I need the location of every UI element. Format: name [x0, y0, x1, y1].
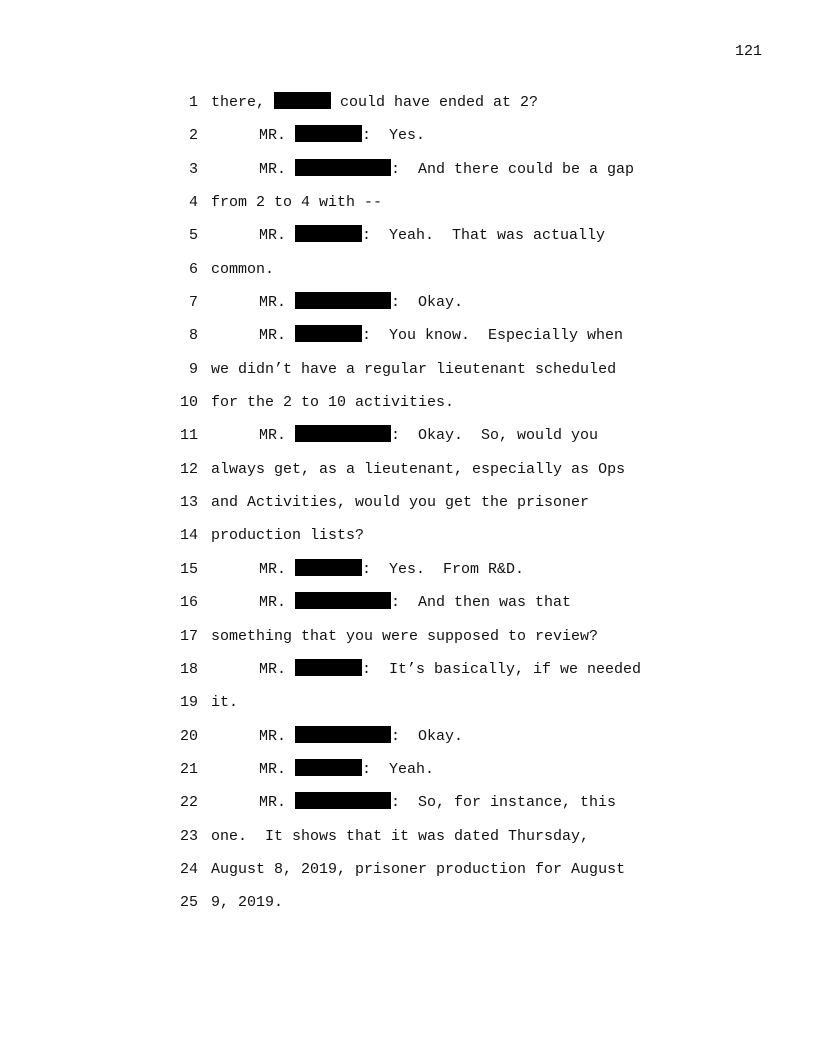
line-text — [211, 492, 589, 514]
transcript-line — [0, 459, 816, 492]
redaction-block — [295, 425, 391, 442]
transcript-line — [0, 559, 816, 592]
line-text — [211, 392, 454, 414]
line-text-segment: and Activities, would you get the prisoner — [211, 494, 590, 512]
line-number: 2 — [188, 127, 198, 145]
line-text — [259, 159, 634, 181]
line-number: 10 — [179, 394, 198, 412]
line-number: 3 — [188, 160, 198, 178]
line-number: 5 — [188, 227, 198, 245]
line-number: 16 — [179, 594, 198, 612]
line-number: 20 — [179, 727, 198, 745]
line-text-segment: it. — [211, 694, 239, 712]
line-text — [259, 792, 616, 814]
line-text-segment: there, — [211, 94, 275, 111]
line-text — [259, 325, 623, 347]
line-number: 14 — [179, 527, 198, 545]
redaction-block — [295, 325, 362, 342]
line-text-segment: MR. — [259, 294, 296, 312]
line-number: 22 — [179, 794, 198, 812]
line-text — [259, 759, 434, 781]
transcript-line — [0, 425, 816, 458]
line-text-segment: August 8, 2019, prisoner production for August — [211, 860, 626, 878]
line-text-segment: : And then was that — [391, 594, 572, 612]
line-text-segment: : So, for instance, this — [391, 794, 617, 812]
line-number: 21 — [179, 760, 198, 778]
redaction-block — [295, 559, 362, 576]
transcript-line — [0, 626, 816, 659]
line-text — [259, 726, 463, 748]
line-text — [259, 559, 524, 581]
redaction-block — [295, 726, 391, 743]
line-text — [211, 459, 625, 481]
line-number: 12 — [179, 460, 198, 478]
line-text-segment: always get, as a lieutenant, especially as Ops — [211, 460, 626, 478]
redaction-block — [295, 592, 391, 609]
line-number: 9 — [188, 360, 198, 378]
redaction-block — [295, 125, 362, 142]
line-text-segment: : You know. Especially when — [362, 327, 624, 345]
line-text-segment: MR. — [259, 327, 296, 345]
transcript-line — [0, 692, 816, 725]
transcript-line — [0, 125, 816, 158]
redaction-block — [295, 225, 362, 242]
line-text-segment: for the 2 to 10 activities. — [211, 394, 455, 412]
transcript-line — [0, 726, 816, 759]
line-number: 6 — [188, 260, 198, 278]
line-text-segment: : Okay. — [391, 727, 464, 745]
line-number: 15 — [179, 560, 198, 578]
line-text — [211, 259, 274, 281]
transcript-line — [0, 659, 816, 692]
line-text-segment: : Yeah. That was actually — [362, 227, 606, 245]
transcript-line — [0, 892, 816, 925]
line-number: 4 — [188, 194, 198, 212]
line-number: 19 — [179, 694, 198, 712]
line-text — [259, 659, 641, 681]
line-number: 1 — [188, 94, 198, 111]
line-number: 23 — [179, 827, 198, 845]
line-text-segment: one. It shows that it was dated Thursday, — [211, 827, 590, 845]
line-text — [211, 859, 625, 881]
line-text-segment: : Yes. From R&D. — [362, 560, 525, 578]
line-text-segment: : And there could be a gap — [391, 160, 635, 178]
line-text — [259, 292, 463, 314]
transcript-line — [0, 225, 816, 258]
page-number: 121 — [734, 43, 762, 60]
line-text-segment: could have ended at 2? — [331, 94, 539, 111]
redaction-block — [295, 792, 391, 809]
line-text-segment: 9, 2019. — [211, 894, 284, 912]
line-text — [211, 826, 589, 848]
line-text — [211, 92, 538, 114]
transcript-line — [0, 392, 816, 425]
line-text-segment: MR. — [259, 727, 296, 745]
redaction-block — [295, 659, 362, 676]
line-number: 8 — [188, 327, 198, 345]
transcript-line — [0, 826, 816, 859]
redaction-block — [295, 292, 391, 309]
transcript-line — [0, 859, 816, 892]
line-text — [211, 525, 364, 547]
transcript-line — [0, 259, 816, 292]
line-number: 11 — [179, 427, 198, 445]
redaction-block — [274, 92, 331, 109]
line-text-segment: MR. — [259, 427, 296, 445]
line-text-segment: MR. — [259, 227, 296, 245]
transcript-line — [0, 359, 816, 392]
line-text — [259, 592, 571, 614]
line-text — [211, 892, 283, 914]
redaction-block — [295, 759, 362, 776]
line-number: 24 — [179, 860, 198, 878]
line-text-segment: : Yeah. — [362, 760, 435, 778]
line-text-segment: production lists? — [211, 527, 365, 545]
line-text-segment: MR. — [259, 560, 296, 578]
line-text-segment: MR. — [259, 660, 296, 678]
line-text-segment: something that you were supposed to review? — [211, 627, 599, 645]
line-text — [259, 425, 598, 447]
line-text-segment: MR. — [259, 794, 296, 812]
transcript-line — [0, 325, 816, 358]
line-number: 18 — [179, 660, 198, 678]
line-text-segment: : It’s basically, if we needed — [362, 660, 642, 678]
transcript-line — [0, 792, 816, 825]
line-text — [211, 192, 382, 214]
line-text-segment: MR. — [259, 760, 296, 778]
line-text-segment: MR. — [259, 160, 296, 178]
line-text-segment: from 2 to 4 with -- — [211, 194, 383, 212]
line-text-segment: : Okay. — [391, 294, 464, 312]
line-text — [211, 692, 238, 714]
transcript-line — [0, 292, 816, 325]
line-text — [211, 626, 598, 648]
line-text-segment: MR. — [259, 594, 296, 612]
line-text — [259, 225, 605, 247]
transcript-body — [0, 92, 816, 926]
line-number: 13 — [179, 494, 198, 512]
line-text-segment: : Okay. So, would you — [391, 427, 599, 445]
transcript-line — [0, 92, 816, 125]
transcript-line — [0, 159, 816, 192]
transcript-line — [0, 759, 816, 792]
line-text-segment: : Yes. — [362, 127, 426, 145]
redaction-block — [295, 159, 391, 176]
line-number: 25 — [179, 894, 198, 912]
line-number: 7 — [188, 294, 198, 312]
line-text-segment: common. — [211, 260, 275, 278]
line-text — [211, 359, 616, 381]
transcript-line — [0, 592, 816, 625]
transcript-line — [0, 192, 816, 225]
line-text — [259, 125, 425, 147]
transcript-line — [0, 525, 816, 558]
line-text-segment: we didn’t have a regular lieutenant scheduled — [211, 360, 617, 378]
line-number: 17 — [179, 627, 198, 645]
line-text-segment: MR. — [259, 127, 296, 145]
transcript-line — [0, 492, 816, 525]
